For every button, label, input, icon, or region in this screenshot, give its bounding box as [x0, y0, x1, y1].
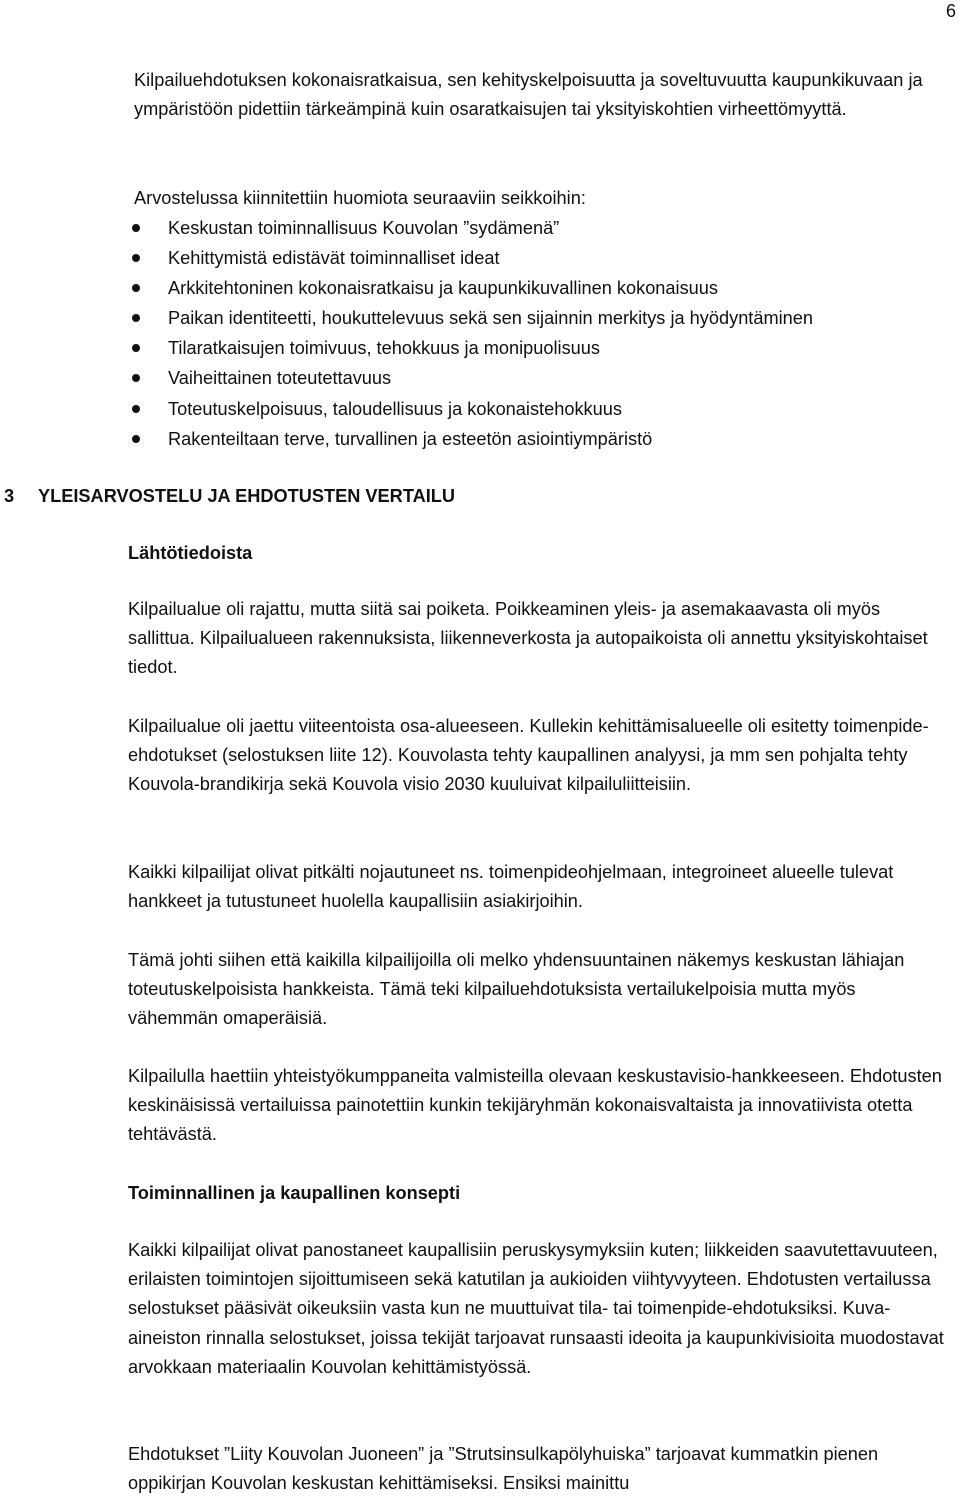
paragraph: Kilpailualue oli jaettu viiteentoista osa-alueeseen. Kullekin kehittämisalueelle oli esitetty toimenpide-ehdotukset (selostuksen liite 12). Kouvolasta tehty kaupallinen analyysi, ja mm sen pohjalta tehty Kouvola-brandikirja sekä Kouvola visio 2030 kuuluivat kilpailuliitteisiin.: [128, 716, 929, 795]
paragraph: Tämä johti siihen että kaikilla kilpailijoilla oli melko yhdensuuntainen näkemys keskustan lähiajan toteutuskelpoisista hankkeista. Tämä teki kilpailuehdotuksista vertailukelpoisia mutta myös vähemmän omaperäisiä.: [128, 950, 905, 1029]
bullet-icon: [132, 224, 140, 232]
bullet-icon: [132, 284, 140, 292]
paragraph: Ehdotukset ”Liity Kouvolan Juoneen” ja ”Strutsinsulkapölyhuiska” tarjoavat kummatkin pienen oppikirjan Kouvolan keskustan kehittämiseksi. Ensiksi mainittu: [128, 1444, 879, 1494]
section-heading-concept: Toiminnallinen ja kaupallinen konsepti: [128, 1183, 461, 1203]
list-item: [0, 213, 813, 243]
list-item: [0, 394, 813, 424]
paragraph: Kaikki kilpailijat olivat panostaneet kaupallisiin peruskysymyksiin kuten; liikkeiden saavutettavuuteen, erilaisten toimintojen sijoittumiseen sekä katutilan ja aukioiden viihtyvyyteen. Ehdotusten vertailussa selostukset pääsivät oikeuksiin vasta kun ne muuttuivat tila- tai toimenpide-ehdotuksiksi. Kuva-aineiston rinnalla selostukset, joissa tekijät tarjoavat runsaasti ideoita ja kaupunkivisioita muodostavat arvokkaan materiaalin Kouvolan kehittämistyössä.: [128, 1240, 944, 1377]
list-item: [0, 363, 813, 393]
bullet-icon: [132, 405, 140, 413]
list-item-text: Kehittymistä edistävät toiminnalliset ideat: [168, 248, 500, 269]
criteria-list: [0, 213, 813, 454]
bullet-icon: [132, 254, 140, 262]
intro-paragraph: Kilpailuehdotuksen kokonaisratkaisua, sen kehityskelpoisuutta ja soveltuvuutta kaupunkikuvaan ja ympäristöön pidettiin tärkeämpinä kuin osaratkaisujen tai yksityiskohtien virheettömyyttä.: [134, 70, 923, 120]
chapter-number: 3: [4, 486, 15, 506]
bullet-icon: [132, 374, 140, 382]
paragraph: Kaikki kilpailijat olivat pitkälti nojautuneet ns. toimenpideohjelmaan, integroineet alueelle tulevat hankkeet ja tutustuneet huolella kaupallisiin asiakirjoihin.: [128, 862, 894, 912]
list-item-text: Tilaratkaisujen toimivuus, tehokkuus ja monipuolisuus: [168, 338, 600, 359]
list-item-text: Keskustan toiminnallisuus Kouvolan ”sydämenä”: [168, 218, 560, 238]
bullet-icon: [132, 435, 140, 443]
list-item: [0, 333, 813, 363]
list-item-text: Vaiheittainen toteutettavuus: [168, 368, 392, 389]
chapter-heading: [4, 482, 455, 511]
list-item-text: Paikan identiteetti, houkuttelevuus sekä sen sijainnin merkitys ja hyödyntäminen: [168, 308, 814, 329]
page-number: 6: [945, 1, 956, 21]
section-heading-baseline: Lähtötiedoista: [128, 543, 253, 563]
criteria-intro: Arvostelussa kiinnitettiin huomiota seuraaviin seikkoihin:: [134, 188, 586, 208]
list-item: [0, 243, 813, 273]
bullet-icon: [132, 344, 140, 352]
chapter-title: YLEISARVOSTELU JA EHDOTUSTEN VERTAILU: [38, 486, 456, 506]
list-item: [0, 273, 813, 303]
paragraph: Kilpailulla haettiin yhteistyökumppaneita valmisteilla olevaan keskustavisio-hankkeeseen. Ehdotusten keskinäisissä vertailuissa painotettiin kunkin tekijäryhmän kokonaisvaltaista ja innovatiivista otetta tehtävästä.: [128, 1066, 942, 1145]
list-item-text: Arkkitehtoninen kokonaisratkaisu ja kaupunkikuvallinen kokonaisuus: [168, 278, 718, 299]
list-item-text: Toteutuskelpoisuus, taloudellisuus ja kokonaistehokkuus: [168, 398, 622, 419]
list-item-text: Rakenteiltaan terve, turvallinen ja esteetön asiointiympäristö: [168, 428, 653, 449]
list-item: [0, 303, 813, 333]
list-item: [0, 424, 813, 454]
paragraph: Kilpailualue oli rajattu, mutta siitä sai poiketa. Poikkeaminen yleis- ja asemakaavasta oli myös sallittua. Kilpailualueen rakennuksista, liikenneverkosta ja autopaikoista oli annettu yksityiskohtaiset tiedot.: [128, 599, 928, 678]
bullet-icon: [132, 314, 140, 322]
